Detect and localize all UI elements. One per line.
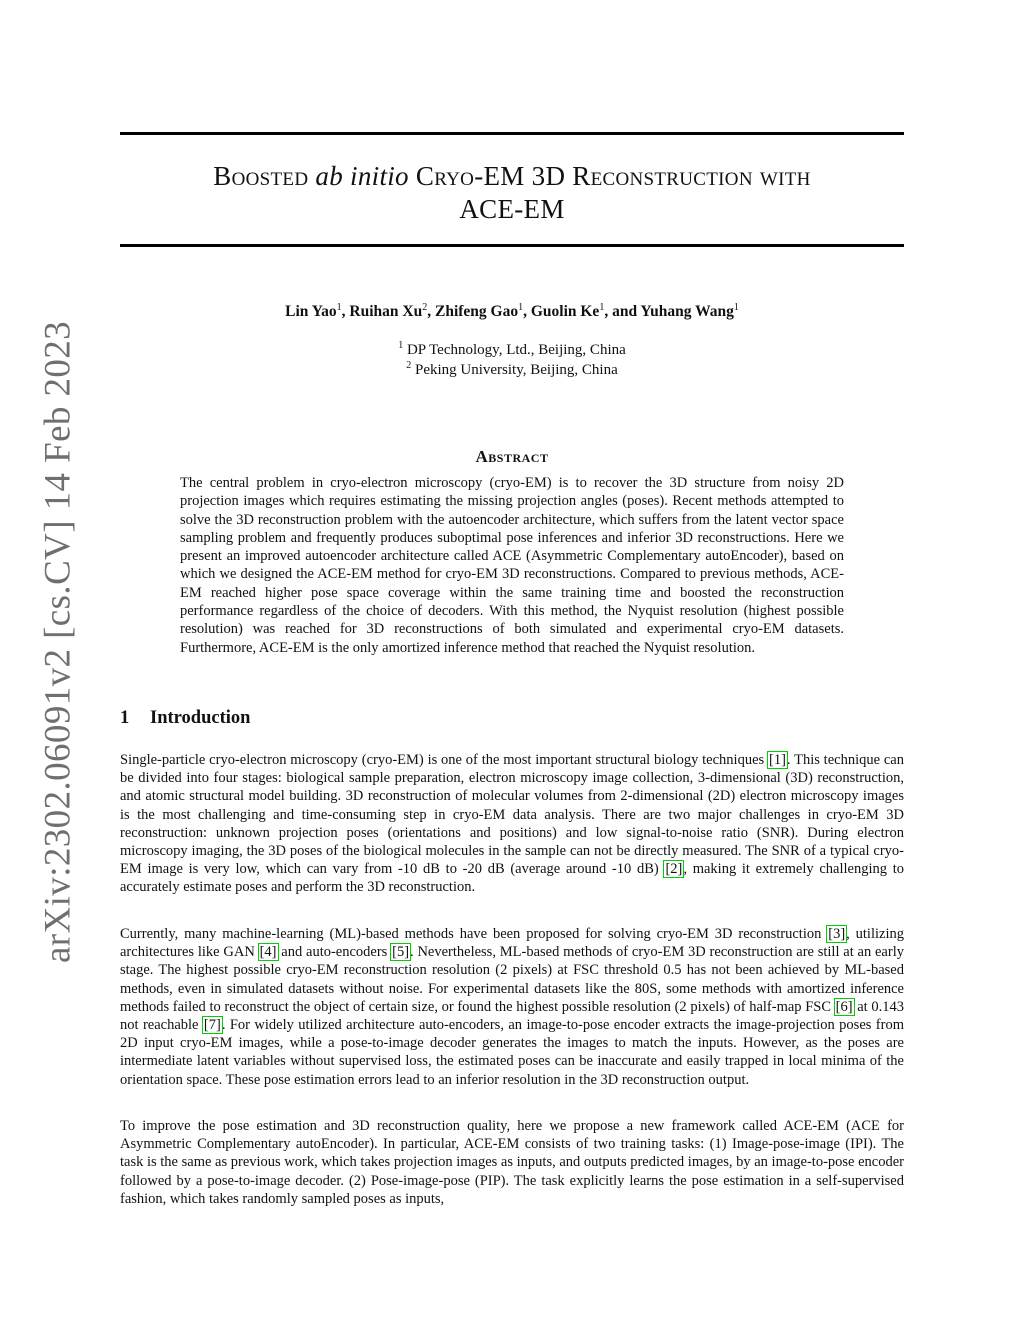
- citation-link[interactable]: [1]: [768, 752, 786, 768]
- author-affil-mark: 1: [336, 301, 342, 313]
- section-heading: [120, 708, 250, 729]
- author-name: , Zhifeng Gao: [427, 303, 519, 320]
- author-affil-mark: 1: [599, 301, 605, 313]
- affiliation-2: [120, 362, 904, 379]
- author-list: [120, 303, 904, 321]
- citation-link[interactable]: [3]: [828, 926, 846, 942]
- text-run: at 0.143 not reachable: [120, 998, 904, 1034]
- author-affil-mark: 2: [422, 301, 428, 313]
- text-run: Single-particle cryo-electron microscopy (cryo-EM) is one of the most important structural biology techniques: [120, 752, 768, 768]
- author-name: Lin Yao: [285, 303, 337, 320]
- intro-paragraph-2: [120, 925, 904, 1089]
- title-rule-top: [120, 132, 904, 135]
- affiliation-1: [120, 342, 904, 359]
- abstract-heading: Abstract: [475, 447, 549, 466]
- author-name: , Guolin Ke: [523, 303, 600, 320]
- affiliation-mark: 2: [406, 360, 412, 371]
- text-run: . This technique can be divided into four stages: biological sample preparation, electron microscopy image collection, 3-dimensional (3D) reconstruction, and atomic structural model building. 3D reconstruction of molecular volumes from 2-dimensional (2D) electron microscopy images is the most challenging and time-consuming step in cryo-EM data analysis. There are two major challenges in cryo-EM 3D reconstruction: unknown projection poses (orientations and positions) and low signal-to-noise ratio (SNR). During electron microscopy imaging, the 3D poses of the biological molecules in the sample can not be directly measured. The SNR of a typical cryo-EM image is very low, which can vary from -10 dB to -20 dB (average around -10 dB): [120, 752, 904, 878]
- citation-link[interactable]: [7]: [203, 1017, 221, 1034]
- intro-paragraph-3: To improve the pose estimation and 3D reconstruction quality, here we propose a new framework called ACE-EM (ACE for Asymmetric Complementary autoEncoder). In particular, ACE-EM consists of two training tasks: (1) Image-pose-image (IPI). The task is the same as previous work, which takes projection images as inputs, and outputs predicted images, by an image-to-pose encoder followed by a pose-to-image decoder. (2) Pose-image-pose (PIP). The task explicitly learns the pose estimation in a self-supervised fashion, which takes randomly sampled poses as inputs,: [120, 1118, 905, 1207]
- affiliation-text: Peking University, Beijing, China: [411, 362, 618, 378]
- affiliation-mark: 1: [398, 340, 404, 351]
- text-run: Currently, many machine-learning (ML)-based methods have been proposed for solving cryo-EM 3D reconstruction: [120, 926, 828, 942]
- text-run: , utilizing architectures like GAN: [120, 926, 904, 961]
- arxiv-identifier: arXiv:2302.06091v2 [cs.CV] 14 Feb 2023: [37, 320, 79, 964]
- abstract-body: The central problem in cryo-electron microscopy (cryo-EM) is to recover the 3D structure from noisy 2D projection images which requires estimating the missing projection angles (poses). Recent methods attempted to solve the 3D reconstruction problem with the autoencoder architecture, which suffers from the latent vector space sampling problem and frequently produces suboptimal pose inferences and inferior 3D reconstructions. Here we present an improved autoencoder architecture called ACE (Asymmetric Complementary autoEncoder), based on which we designed the ACE-EM method for cryo-EM 3D reconstructions. Compared to previous methods, ACE-EM reached higher pose space coverage within the same training time and boosted the reconstruction performance regardless of the choice of decoders. With this method, the Nyquist resolution (highest possible resolution) was reached for 3D reconstructions of both simulated and experimental cryo-EM datasets. Furthermore, ACE-EM is the only amortized inference method that reached the Nyquist resolution.: [180, 475, 844, 656]
- paper-title: [120, 160, 904, 226]
- title-line-2: ACE-EM: [459, 194, 565, 224]
- text-run: . For widely utilized architecture auto-encoders, an image-to-pose encoder extracts the image-projection poses from 2D input cryo-EM images, while a pose-to-image decoder generates the images to match the inputs. However, as the poses are intermediate latent variables without supervised loss, the estimated poses can be inaccurate and easily trapped in local minima of the orientation space. These pose estimation errors lead to an inferior resolution in the 3D reconstruction output.: [120, 1017, 904, 1088]
- title-part-italic: ab initio: [315, 161, 409, 191]
- text-run: , making it extremely challenging to accurately estimate poses and perform the 3D reconstruction.: [120, 861, 904, 896]
- author-name: , Ruihan Xu: [341, 303, 423, 320]
- citation-link[interactable]: [5]: [392, 944, 410, 961]
- intro-paragraph-1: [120, 751, 904, 897]
- title-part-1: Boosted: [213, 161, 316, 191]
- text-run: . Nevertheless, ML-based methods of cryo-EM 3D reconstruction are still at an early stage. The highest possible cryo-EM reconstruction resolution (2 pixels) at FSC threshold 0.5 has not been achieved by ML-based methods, even in simulated datasets without noise. For experimental datasets like the 80S, some methods with amortized inference methods failed to reconstruct the object of certain size, or found the highest possible resolution (2 pixels) of half-map FSC: [120, 944, 904, 1015]
- text-run: and auto-encoders: [277, 944, 392, 961]
- author-affil-mark: 1: [518, 301, 524, 313]
- citation-link[interactable]: [4]: [259, 944, 277, 961]
- affiliation-text: DP Technology, Ltd., Beijing, China: [403, 342, 626, 358]
- section-number: 1: [120, 708, 130, 728]
- title-part-3: Cryo-EM 3D Reconstruction with: [408, 161, 811, 191]
- title-rule-bottom: [120, 244, 904, 247]
- author-affil-mark: 1: [733, 301, 739, 313]
- citation-link[interactable]: [6]: [835, 998, 853, 1015]
- author-name: , and Yuhang Wang: [604, 303, 734, 320]
- citation-link[interactable]: [2]: [665, 861, 683, 878]
- section-title: Introduction: [150, 708, 251, 728]
